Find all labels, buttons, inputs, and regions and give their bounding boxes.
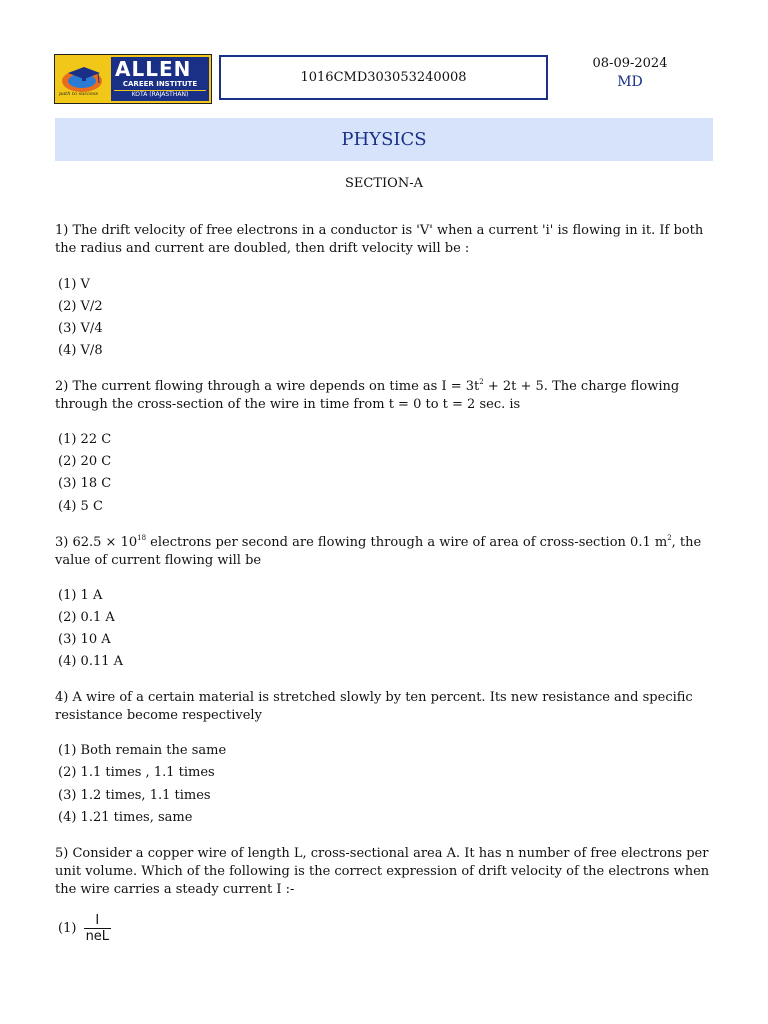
- question-text: 5) Consider a copper wire of length L, cross-sectional area A. It has n number of free electrons per: [55, 846, 709, 861]
- question-1: [55, 222, 715, 258]
- option: (1) V: [58, 277, 90, 292]
- option: (2) V/2: [58, 299, 103, 314]
- option: (3) 1.2 times, 1.1 times: [58, 788, 211, 803]
- fraction-numerator: I: [95, 913, 100, 928]
- option: (3) 18 C: [58, 476, 112, 491]
- question-3: [55, 534, 715, 570]
- question-text: 4) A wire of a certain material is stretched slowly by ten percent. Its new resistance and specific: [55, 690, 693, 705]
- fraction: [84, 913, 111, 944]
- logo-location: KOTA (RAJASTHAN): [114, 90, 206, 99]
- question-text: value of current flowing will be: [55, 553, 262, 568]
- exam-date: 08-09-2024: [592, 56, 668, 71]
- question-text: resistance become respectively: [55, 708, 262, 723]
- option-label: (1): [58, 921, 77, 936]
- question-text: 1) The drift velocity of free electrons in a conductor is 'V' when a current 'i' is flowing in it. If both: [55, 223, 704, 238]
- question-2: [55, 378, 715, 414]
- paper-code: 1016CMD303053240008: [300, 70, 467, 85]
- option: (3) V/4: [58, 321, 103, 336]
- question-text-part: electrons per second are flowing through a wire of area of cross-section 0.1 m: [146, 535, 668, 550]
- option: (1) Both remain the same: [58, 743, 227, 758]
- question-text: [55, 534, 715, 552]
- question-5: [55, 845, 715, 899]
- option: (4) 1.21 times, same: [58, 810, 193, 825]
- logo-tagline: path to success: [59, 91, 99, 97]
- option-fraction: [58, 913, 111, 944]
- question-text: the radius and current are doubled, then drift velocity will be :: [55, 241, 470, 256]
- question-text-part: 3) 62.5 × 10: [55, 535, 138, 550]
- superscript: 2: [667, 534, 672, 542]
- question-text: the wire carries a steady current I :-: [55, 882, 295, 897]
- option: (3) 10 A: [58, 632, 111, 647]
- question-text-part: , the: [671, 535, 702, 550]
- option: (4) V/8: [58, 343, 103, 358]
- question-text: unit volume. Which of the following is the correct expression of drift velocity of the electrons when: [55, 864, 710, 879]
- section-heading: SECTION-A: [345, 176, 423, 191]
- option: (2) 0.1 A: [58, 610, 115, 625]
- question-text-part: + 2t + 5. The charge flowing: [483, 379, 680, 394]
- option: (1) 22 C: [58, 432, 112, 447]
- option: (2) 1.1 times , 1.1 times: [58, 765, 215, 780]
- question-text: [55, 378, 715, 396]
- allen-logo: [54, 54, 212, 104]
- subject-banner: [55, 118, 713, 161]
- logo-brand-name: ALLEN: [115, 57, 192, 81]
- option: (2) 20 C: [58, 454, 112, 469]
- superscript: 2: [479, 378, 484, 386]
- logo-brand-panel: [111, 57, 209, 101]
- option: (1) 1 A: [58, 588, 103, 603]
- option: (4) 5 C: [58, 499, 103, 514]
- question-4: [55, 689, 715, 725]
- paper-code-box: [219, 55, 548, 100]
- fraction-denominator: neL: [85, 929, 110, 944]
- option: (4) 0.11 A: [58, 654, 124, 669]
- question-text-part: 2) The current flowing through a wire depends on time as I = 3t: [55, 379, 480, 394]
- superscript: 18: [137, 534, 147, 542]
- question-text: through the cross-section of the wire in time from t = 0 to t = 2 sec. is: [55, 397, 521, 412]
- logo-subtitle: CAREER INSTITUTE: [122, 80, 198, 88]
- subject-title: PHYSICS: [341, 129, 427, 150]
- paper-series: MD: [617, 74, 643, 90]
